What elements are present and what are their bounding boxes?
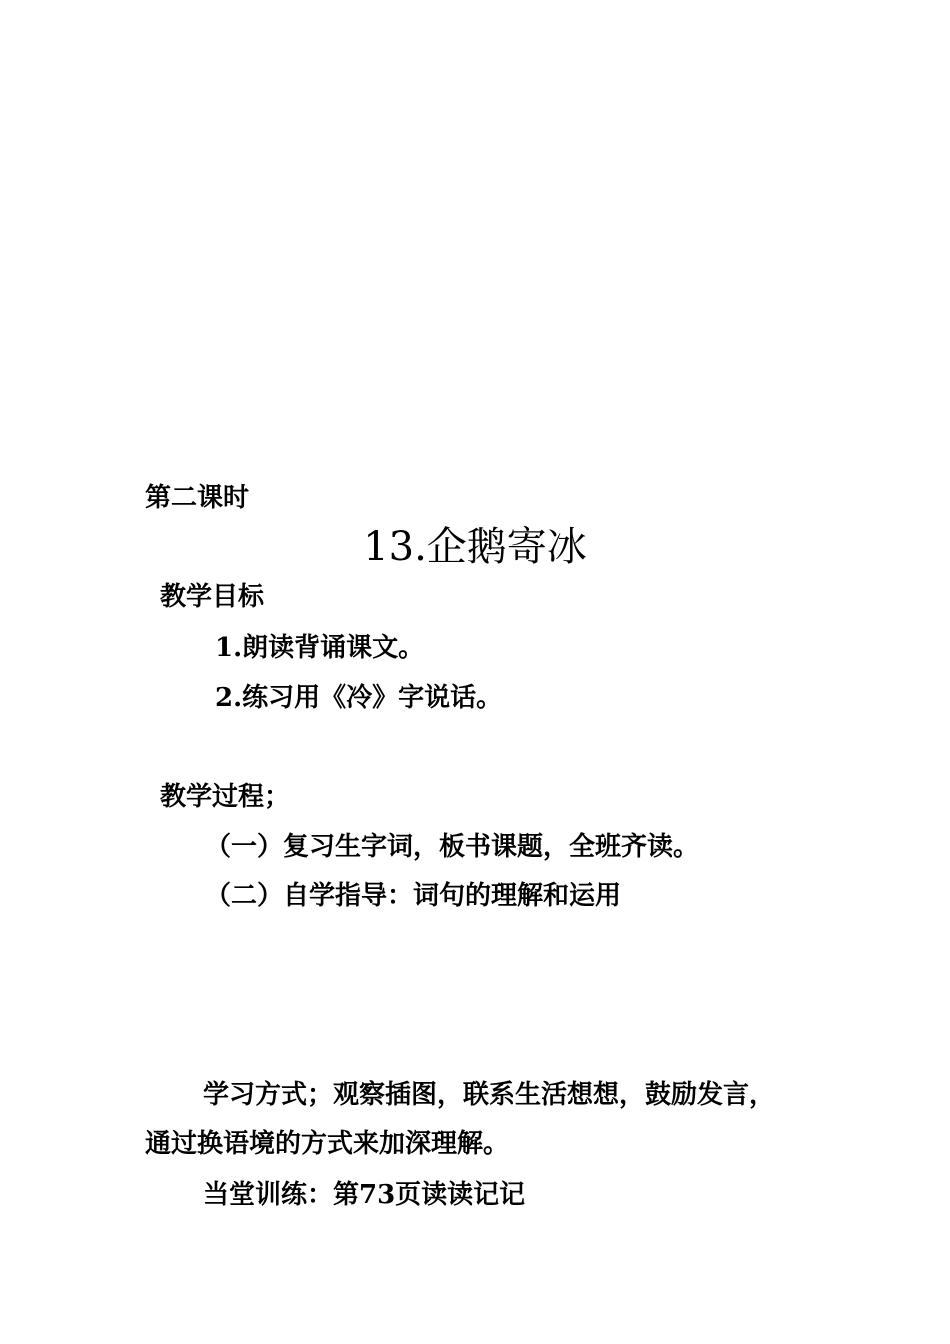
process-heading: 教学过程； (160, 782, 291, 812)
method-paragraph-line: 通过换语境的方式来加深理解。 (145, 1129, 510, 1159)
process-step: （一）复习生字词，板书课题，全班齐读。 (205, 832, 700, 862)
goal-item: 1.朗读背诵课文。 (215, 633, 425, 663)
section-label: 第二课时 (145, 483, 250, 513)
practice-paragraph: 当堂训练：第73页读读记记 (203, 1180, 526, 1210)
method-paragraph-line: 学习方式；观察插图，联系生活想想，鼓励发言， (203, 1080, 776, 1110)
goals-heading: 教学目标 (160, 582, 265, 612)
process-step: （二）自学指导：词句的理解和运用 (205, 881, 622, 911)
goal-item: 2.练习用《冷》字说话。 (215, 683, 503, 713)
lesson-title: 13.企鹅寄冰 (363, 524, 587, 570)
